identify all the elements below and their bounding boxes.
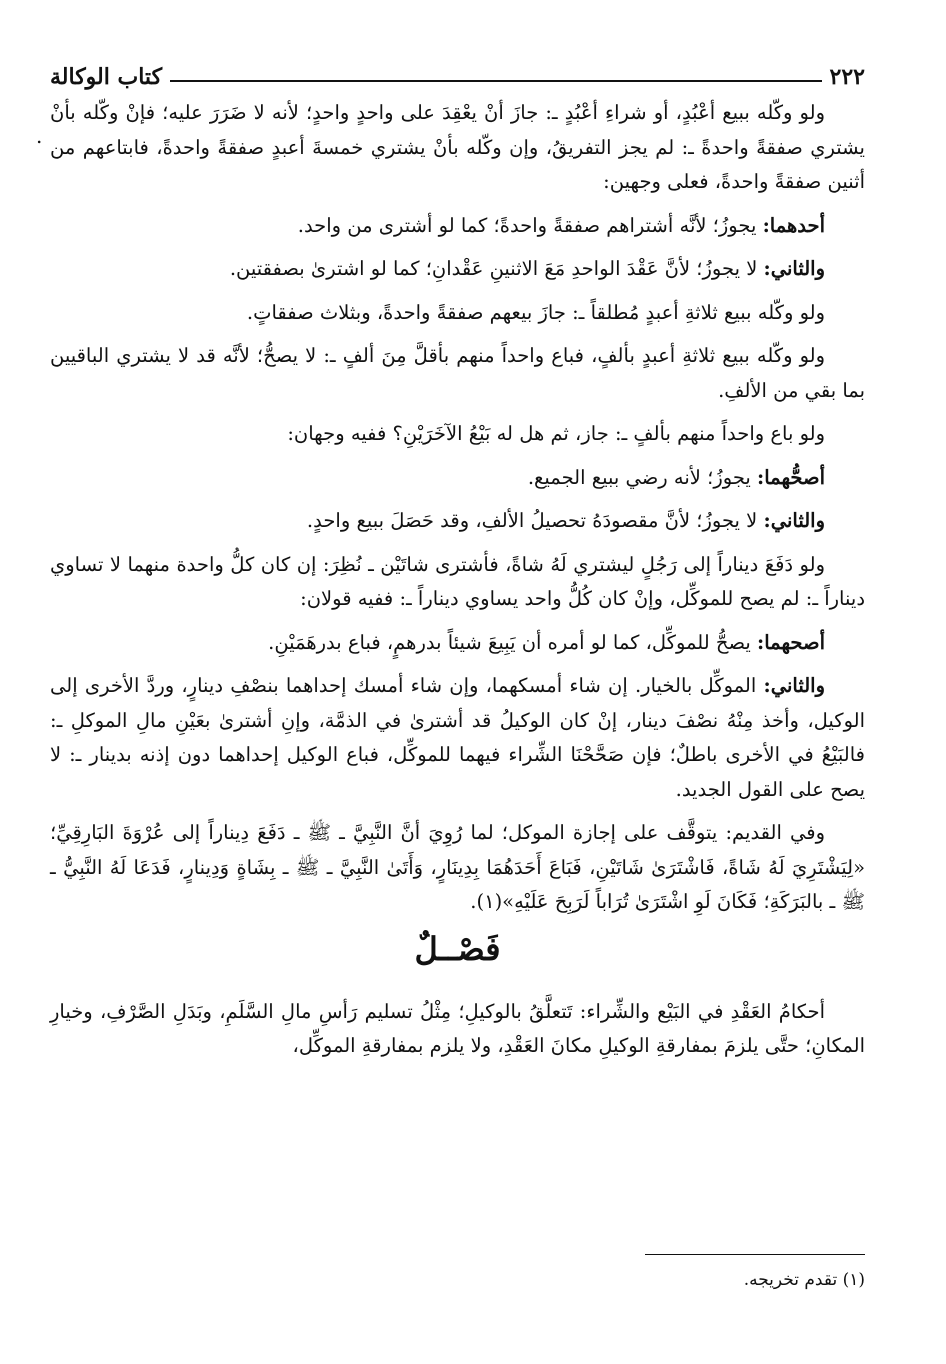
paragraph-1 xyxy=(50,96,865,200)
paragraph-text: ولو وكّله ببيع ثلاثةِ أعبدٍ بألفٍ، فباع واحداً منهم بأقلَّ مِنَ ألفٍ ـ: لا يصحُّ؛ لأنَّه قد لا يشتري الباقيين بما بقي من الألفِ. xyxy=(50,344,865,402)
paragraph-11 xyxy=(50,669,865,807)
paragraph-text: ولو وكّله ببيع أعْبُدٍ، أو شراءِ أعْبُدٍ ـ: جازَ أنْ يعْقِدَ على واحدٍ واحدٍ؛ لأنه لا ضَرَرَ عليه؛ فإنْ وكّله بأنْ يشتري صفقةً واحدةً ـ: لم يجز التفريقُ، وإن وكّله بأنْ يشتري خمسةَ أعبدٍ صفقةً واحدةً، فابتاعهم من أثنين صفقةً واحدةً، فعلى وجهين: xyxy=(50,101,865,193)
paragraph-2 xyxy=(50,209,865,244)
running-title: كتاب الوكالة xyxy=(50,64,163,90)
paragraph-text: الموكِّل بالخيار. إن شاء أمسكهما، وإن شاء أمسك إحداهما بنصْفِ دينارٍ، وردَّ الأخرى إلى الوكيل، وأخذ مِنْهُ نصْفَ دينار، إنْ كان الوكيلُ قد أشترىٰ في الذمَّة، وإنِ أشترىٰ بعَيْنِ مالِ الموكلِ ـ: فالبَيْعُ في الأخرى باطلٌ؛ فإن صَحَّحْنَا الشِّراء فيهما للموكِّل، فباع الوكيل إحداهما دون إذنه بدينار ـ: لا يصح على القول الجديد. xyxy=(50,674,865,801)
paragraph-lead: والثاني: xyxy=(763,674,825,697)
paragraph-text: يجوزُ؛ لأنه رضي ببيع الجميع. xyxy=(527,465,758,489)
paragraph-6 xyxy=(50,417,865,452)
paragraph-13 xyxy=(50,995,865,1064)
paragraph-text: ولو وكّله ببيع ثلاثةِ أعبدٍ مُطلقاً ـ: جازَ بيعهم صفقةً واحدةً، وبثلاث صفقاتٍ. xyxy=(246,300,825,324)
paragraph-9 xyxy=(50,548,865,617)
paragraph-text: يصحُّ للموكِّل، كما لو أمره أن يَبِيعَ شيئاً بدرهمٍ، فباع بدرهَمَيْنِ. xyxy=(268,630,758,654)
paragraph-lead: أحدهما: xyxy=(762,213,825,237)
paragraph-4 xyxy=(50,296,865,331)
main-text xyxy=(50,96,865,1073)
paragraph-8 xyxy=(50,504,865,539)
paragraph-text: يجوزُ؛ لأنَّه أشتراهم صفقةً واحدةً؛ كما لو أشترى من واحد. xyxy=(297,213,763,237)
margin-mark: . xyxy=(36,124,43,148)
footnote-rule xyxy=(645,1254,865,1255)
paragraph-text: أحكامُ العَقْدِ في البَيْع والشِّراء: تَتعلَّقُ بالوكيلِ؛ مِثْلُ تسليم رَأسِ مالِ السَّلَمِ، وبَدَلِ الصَّرْفِ، وخيارِ المكانِ؛ حتَّى يلزمَ بمفارقةِ الوكيلِ مكانَ العَقْدِ، ولا يلزم بمفارقةِ الموكِّل، xyxy=(50,999,865,1057)
paragraph-text: لا يجوزُ؛ لأنَّ عَقْدَ الواحدِ مَعَ الاثنينِ عَقْدانِ؛ كما لو اشترىٰ بصفقتين. xyxy=(229,257,764,280)
page-number: ٢٢٢ xyxy=(829,64,865,90)
paragraph-text: ولو دَفَعَ ديناراً إلى رَجُلٍ ليشتري لَهُ شاةً، فأشترى شاتَيْن ـ نُظِرَ: إن كان كلُّ واحدة منهما لا تساوي ديناراً ـ: لم يصح للموكِّل، وإنْ كان كُلُّ واحد يساوي ديناراً ـ: ففيه قولان: xyxy=(50,552,865,610)
footnote: (١) تقدم تخريجه. xyxy=(743,1270,865,1290)
paragraph-5 xyxy=(50,339,865,408)
paragraph-10 xyxy=(50,626,865,661)
paragraph-lead: والثاني: xyxy=(763,509,825,532)
paragraph-text: ولو باع واحداً منهم بألفٍ ـ: جاز، ثم هل له بَيْعُ الآخَرَيْنِ؟ ففيه وجهان: xyxy=(287,422,825,445)
paragraph-lead: أصحهما: xyxy=(757,630,825,654)
paragraph-3 xyxy=(50,252,865,287)
paragraph-text: لا يجوزُ؛ لأنَّ مقصودَهُ تحصيلُ الألفِ، وقد حَصَلَ ببيع واحدٍ. xyxy=(306,509,764,532)
header-rule xyxy=(170,80,822,82)
section-title: فَصْــلٌ xyxy=(414,929,501,968)
paragraph-lead: والثاني: xyxy=(763,257,825,280)
page-body xyxy=(50,58,865,1318)
paragraph-lead: أصحُّهما: xyxy=(757,465,825,489)
paragraph-7 xyxy=(50,461,865,496)
page-header xyxy=(50,58,865,88)
paragraph-text: وفي القديم: يتوقَّف على إجازة الموكل؛ لما رُوِيَ أنَّ النَّبِيَّ ـ ﷺ ـ دَفَعَ دِيناراً إلى عُرْوَةَ البَارِقِيِّ؛ «لِيَشْتَرِيَ لَهُ شَاةً، فَاشْتَرَىٰ شَاتَيْنِ، فَبَاعَ أَحَدَهُمَا بِدِينَارٍ، وَأَتَىٰ النَّبِيَّ ـ ﷺ ـ بِشَاةٍ وَدِينارٍ، فَدَعَا لَهُ النَّبِيُّ ـ ﷺ ـ بالبَرَكَةِ؛ فَكَانَ لَوِ اشْتَرَىٰ تُرَاباً لَرَبِحَ عَلَيْهِ»(١). xyxy=(50,821,865,913)
paragraph-12 xyxy=(50,816,865,920)
